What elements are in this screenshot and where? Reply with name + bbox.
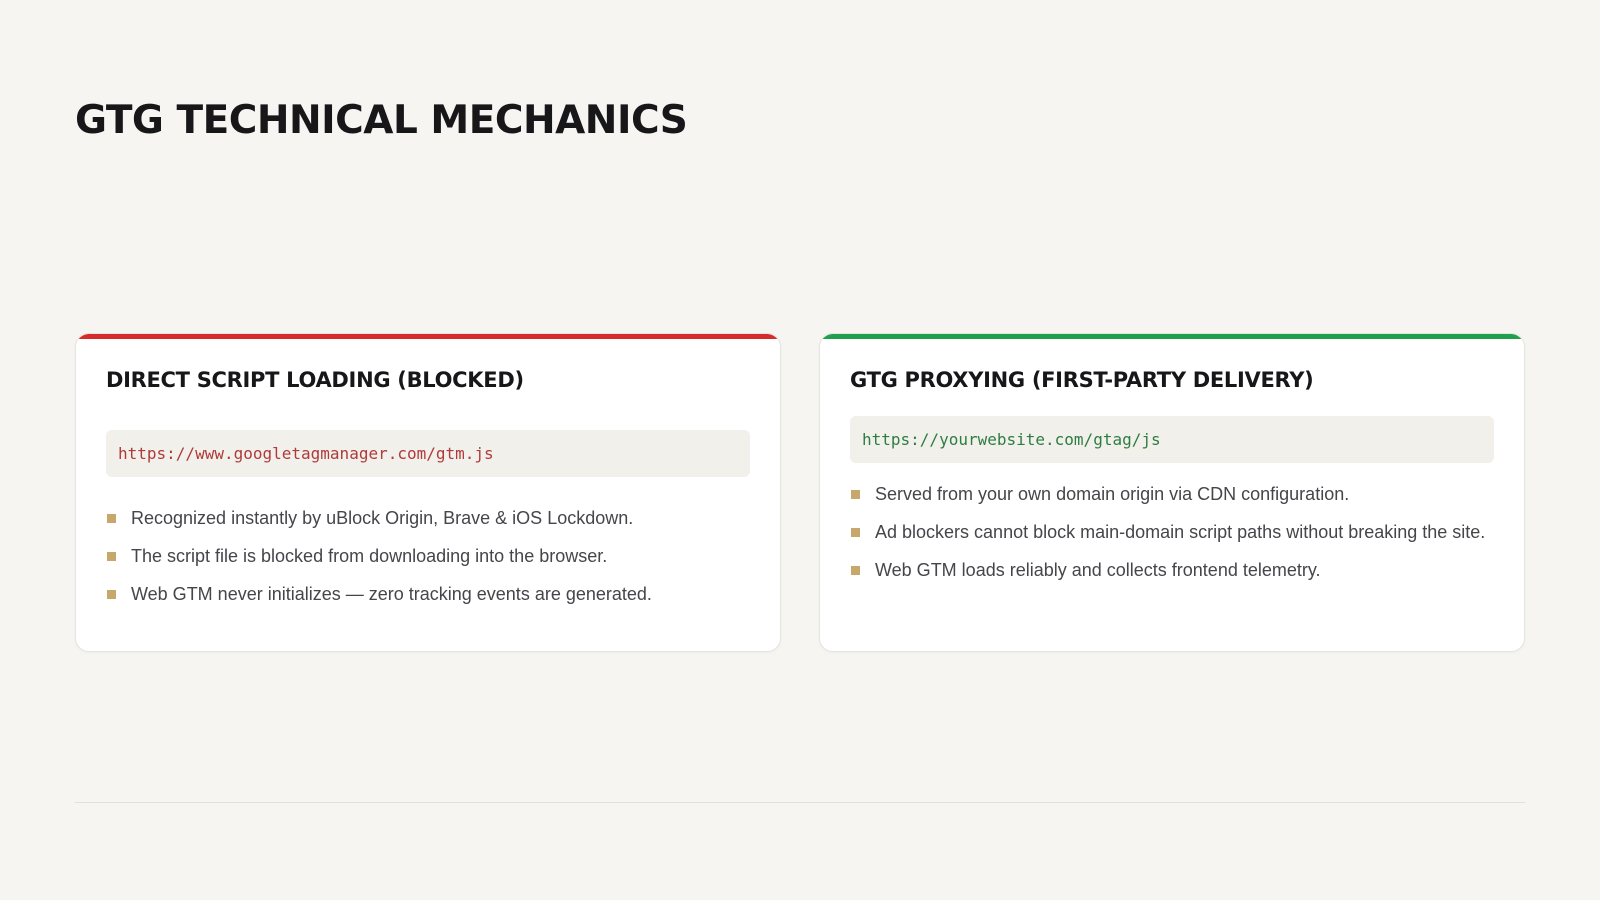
code-snippet (850, 416, 1494, 463)
bullet-list (850, 478, 1494, 592)
square-bullet-icon (107, 552, 116, 561)
list-item-text: Web GTM loads reliably and collects frontend telemetry. (875, 560, 1321, 580)
list-item-text: Recognized instantly by uBlock Origin, Brave & iOS Lockdown. (131, 508, 634, 528)
card-accent-bar-green (820, 334, 1524, 339)
code-url: https://yourwebsite.com/gtag/js (862, 430, 1161, 449)
list-item (106, 502, 750, 534)
list-item-text: Web GTM never initializes — zero tracking events are generated. (131, 584, 652, 604)
code-url: https://www.googletagmanager.com/gtm.js (118, 444, 494, 463)
list-item-text: The script file is blocked from downloading into the browser. (131, 546, 608, 566)
card-heading: GTG PROXYING (FIRST-PARTY DELIVERY) (850, 368, 1314, 392)
code-snippet (106, 430, 750, 477)
page-title: GTG TECHNICAL MECHANICS (75, 98, 688, 143)
square-bullet-icon (107, 590, 116, 599)
square-bullet-icon (107, 514, 116, 523)
list-item (850, 554, 1494, 586)
list-item (106, 578, 750, 610)
list-item (850, 478, 1494, 510)
list-item-text: Served from your own domain origin via CDN configuration. (875, 484, 1350, 504)
proxying-card (819, 333, 1525, 652)
footer-divider (75, 802, 1525, 803)
list-item (106, 540, 750, 572)
bullet-list (106, 502, 750, 616)
square-bullet-icon (851, 566, 860, 575)
card-accent-bar-red (76, 334, 780, 339)
list-item-text: Ad blockers cannot block main-domain script paths without breaking the site. (875, 522, 1486, 542)
card-heading: DIRECT SCRIPT LOADING (BLOCKED) (106, 368, 524, 392)
blocked-loading-card (75, 333, 781, 652)
square-bullet-icon (851, 490, 860, 499)
list-item (850, 516, 1494, 548)
square-bullet-icon (851, 528, 860, 537)
